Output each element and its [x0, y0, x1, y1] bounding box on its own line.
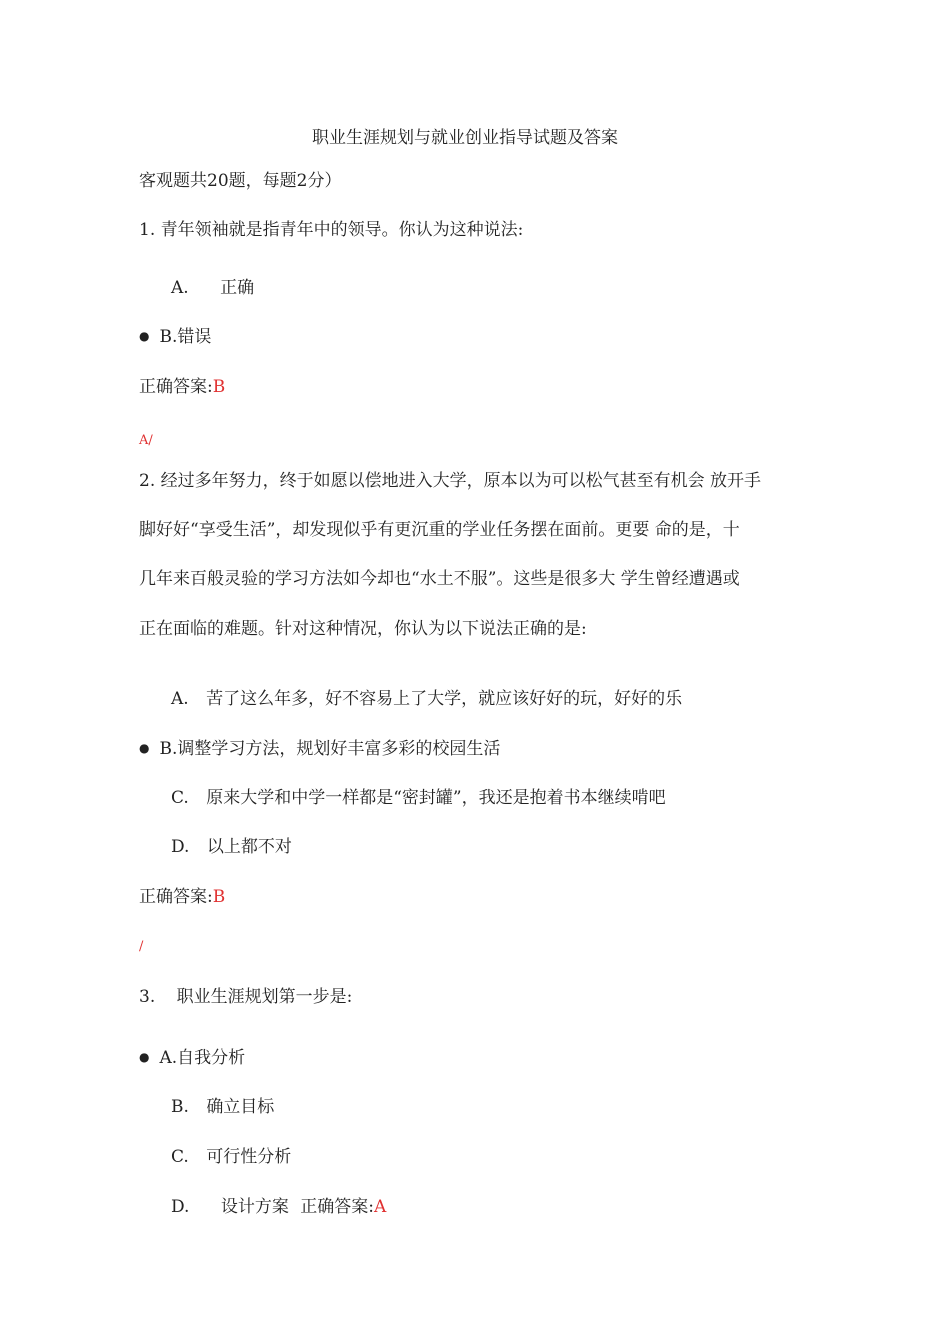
- question-3-option-d-and-answer: [171, 1196, 386, 1218]
- option-text: 原来大学和中学一样都是“密封罐”，我还是抱着书本继续啃吧: [206, 788, 666, 808]
- option-text: 苦了这么年多，好不容易上了大学，就应该好好的玩，好好的乐: [206, 689, 683, 709]
- option-text: 可行性分析: [206, 1147, 292, 1167]
- question-2-answer: [139, 886, 225, 908]
- question-2-stem-line-4: 正在面临的难题。针对这种情况，你认为以下说法正确的是:: [139, 619, 587, 639]
- question-1-answer: [139, 376, 225, 398]
- option-text: 设计方案: [220, 1197, 289, 1217]
- question-3-stem: [139, 986, 352, 1008]
- question-2-option-c: [171, 787, 666, 809]
- question-3-option-b: [171, 1096, 274, 1118]
- question-number: 3.: [139, 987, 156, 1007]
- question-2-option-a: [171, 688, 682, 710]
- option-label: C.: [171, 788, 189, 808]
- answer-prefix: 正确答案:: [139, 377, 213, 397]
- question-1-stem: 1. 青年领袖就是指青年中的领导。你认为这种说法:: [139, 220, 524, 240]
- option-label: B.: [171, 1097, 189, 1117]
- section-header: 客观题共20题，每题2分）: [139, 171, 342, 191]
- question-1-mark: A/: [139, 433, 153, 448]
- selected-bullet-icon: ●: [139, 1050, 150, 1064]
- answer-prefix: 正确答案:: [300, 1197, 374, 1217]
- option-label: B.: [159, 327, 178, 347]
- answer-value: B: [212, 377, 226, 397]
- option-text: 正确: [220, 278, 255, 298]
- option-text: 错误: [177, 327, 212, 347]
- question-2-stem-line-3: 几年来百般灵验的学习方法如今却也“水土不服”。这些是很多大 学生曾经遭遇或: [139, 569, 740, 589]
- question-1-option-a: [171, 277, 254, 299]
- question-text: 职业生涯规划第一步是:: [176, 987, 353, 1007]
- option-text: 调整学习方法，规划好丰富多彩的校园生活: [177, 739, 501, 759]
- page-title: 职业生涯规划与就业创业指导试题及答案: [312, 128, 618, 148]
- question-3-option-a: [139, 1047, 245, 1070]
- question-2-stem-line-1: 2. 经过多年努力，终于如愿以偿地进入大学，原本以为可以松气甚至有机会 放开手: [139, 471, 762, 491]
- selected-bullet-icon: ●: [139, 329, 150, 343]
- option-label: A.: [159, 1048, 178, 1068]
- option-label: B.: [159, 739, 178, 759]
- option-text: 自我分析: [177, 1048, 246, 1068]
- question-2-stem-line-2: 脚好好“享受生活”，却发现似乎有更沉重的学业任务摆在面前。更要 命的是，十: [139, 520, 740, 540]
- question-1-option-b: [139, 326, 211, 349]
- option-text: 以上都不对: [206, 837, 292, 857]
- answer-value: A: [373, 1197, 387, 1217]
- option-text: 确立目标: [206, 1097, 275, 1117]
- option-label: A.: [171, 278, 189, 298]
- option-label: C.: [171, 1147, 189, 1167]
- option-label: A.: [171, 689, 189, 709]
- option-label: D.: [171, 837, 190, 857]
- question-3-option-c: [171, 1146, 291, 1168]
- selected-bullet-icon: ●: [139, 741, 150, 755]
- question-2-option-d: [171, 836, 292, 858]
- question-2-mark: /: [139, 939, 144, 954]
- answer-value: B: [212, 887, 226, 907]
- question-2-option-b: [139, 738, 500, 761]
- answer-prefix: 正确答案:: [139, 887, 213, 907]
- option-label: D.: [171, 1197, 190, 1217]
